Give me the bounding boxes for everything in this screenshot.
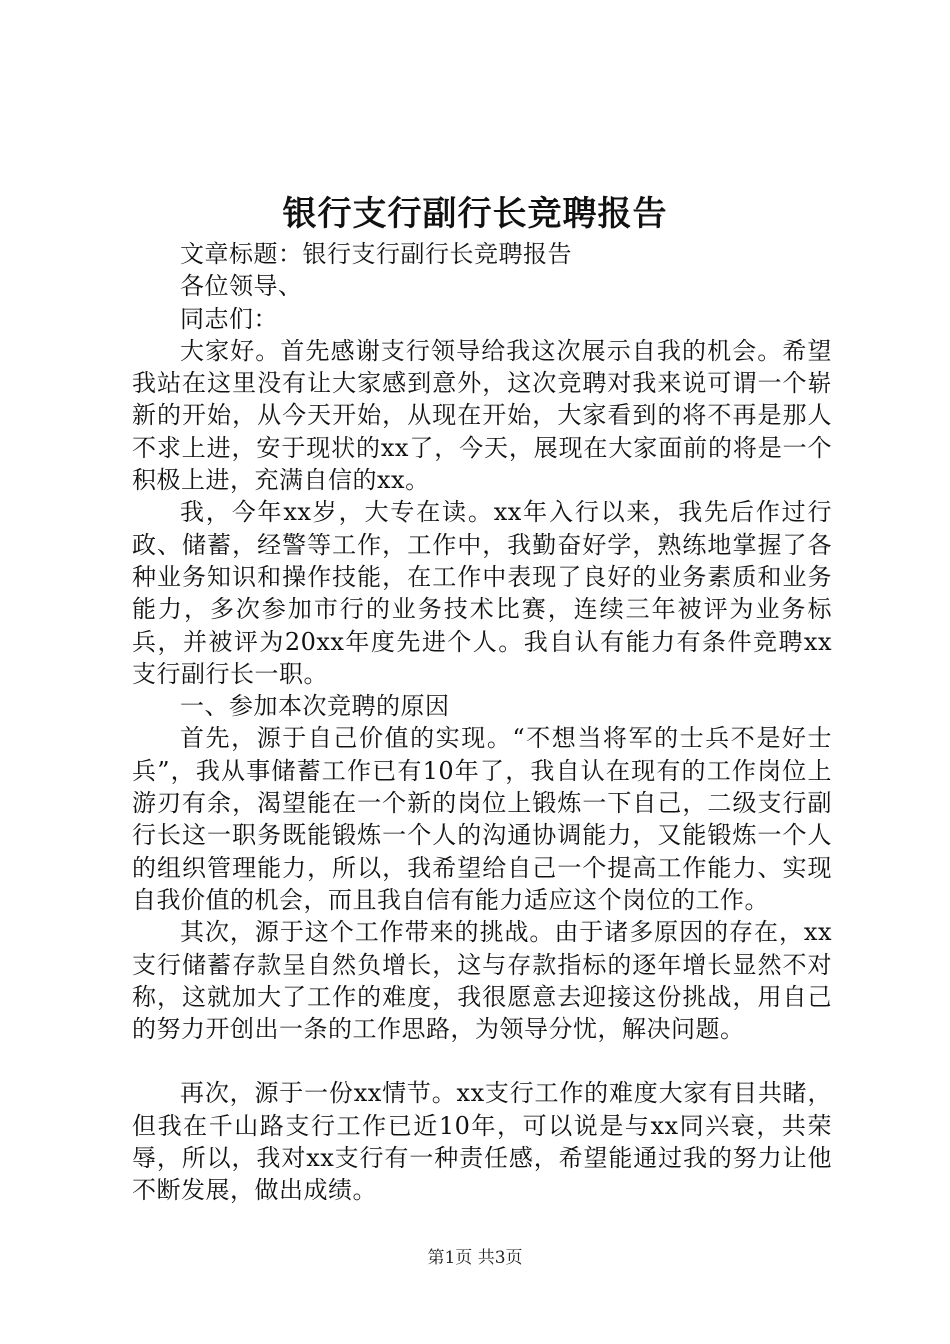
- section-heading-reasons: 一、参加本次竞聘的原因: [180, 692, 450, 721]
- page-footer: 第1页 共3页: [427, 1248, 523, 1268]
- paragraph-greeting: 大家好。首先感谢支行领导给我这次展示自我的机会。希望我站在这里没有让大家感到意外，这次竞聘对我来说可谓一个崭新的开始，从今天开始，从现在开始，大家看到的将不再是那人不求上进，安于现状的xx了，今天，展现在大家面前的将是一个积极上进，充满自信的xx。: [132, 336, 832, 495]
- paragraph-reason-first: 首先，源于自己价值的实现。“不想当将军的士兵不是好士兵”，我从事储蓄工作已有10年了，我自认在现有的工作岗位上游刃有余，渴望能在一个新的岗位上锻炼一下自己，二级支行副行长这一职务既能锻炼一个人的沟通协调能力，又能锻炼一个人的组织管理能力，所以，我希望给自己一个提高工作能力、实现自我价值的机会，而且我自信有能力适应这个岗位的工作。: [132, 724, 832, 914]
- paragraph-self-introduction: 我，今年xx岁，大专在读。xx年入行以来，我先后作过行政、储蓄，经警等工作，工作中，我勤奋好学，熟练地掌握了各种业务知识和操作技能，在工作中表现了良好的业务素质和业务能力，多次参加市行的业务技术比赛，连续三年被评为业务标兵，并被评为20xx年度先进个人。我自认有能力有条件竞聘xx支行副行长一职。: [132, 498, 832, 688]
- paragraph-reason-third: 再次，源于一份xx情节。xx支行工作的难度大家有目共睹，但我在千山路支行工作已近10年，可以说是与xx同兴衰，共荣辱，所以，我对xx支行有一种责任感，希望能通过我的努力让他不断发展，做出成绩。: [132, 1079, 832, 1205]
- page-title: 银行支行副行长竞聘报告: [282, 194, 668, 234]
- paragraph-reason-second: 其次，源于这个工作带来的挑战。由于诸多原因的存在，xx支行储蓄存款呈自然负增长，这与存款指标的逐年增长显然不对称，这就加大了工作的难度，我很愿意去迎接这份挑战，用自己的努力开创出一条的工作思路，为领导分忧，解决问题。: [132, 918, 832, 1044]
- salutation-comrades: 同志们：: [180, 304, 278, 333]
- document-body: [132, 238, 832, 1207]
- article-title-line: 文章标题：银行支行副行长竞聘报告: [180, 240, 572, 268]
- salutation-leaders: 各位领导、: [180, 272, 303, 301]
